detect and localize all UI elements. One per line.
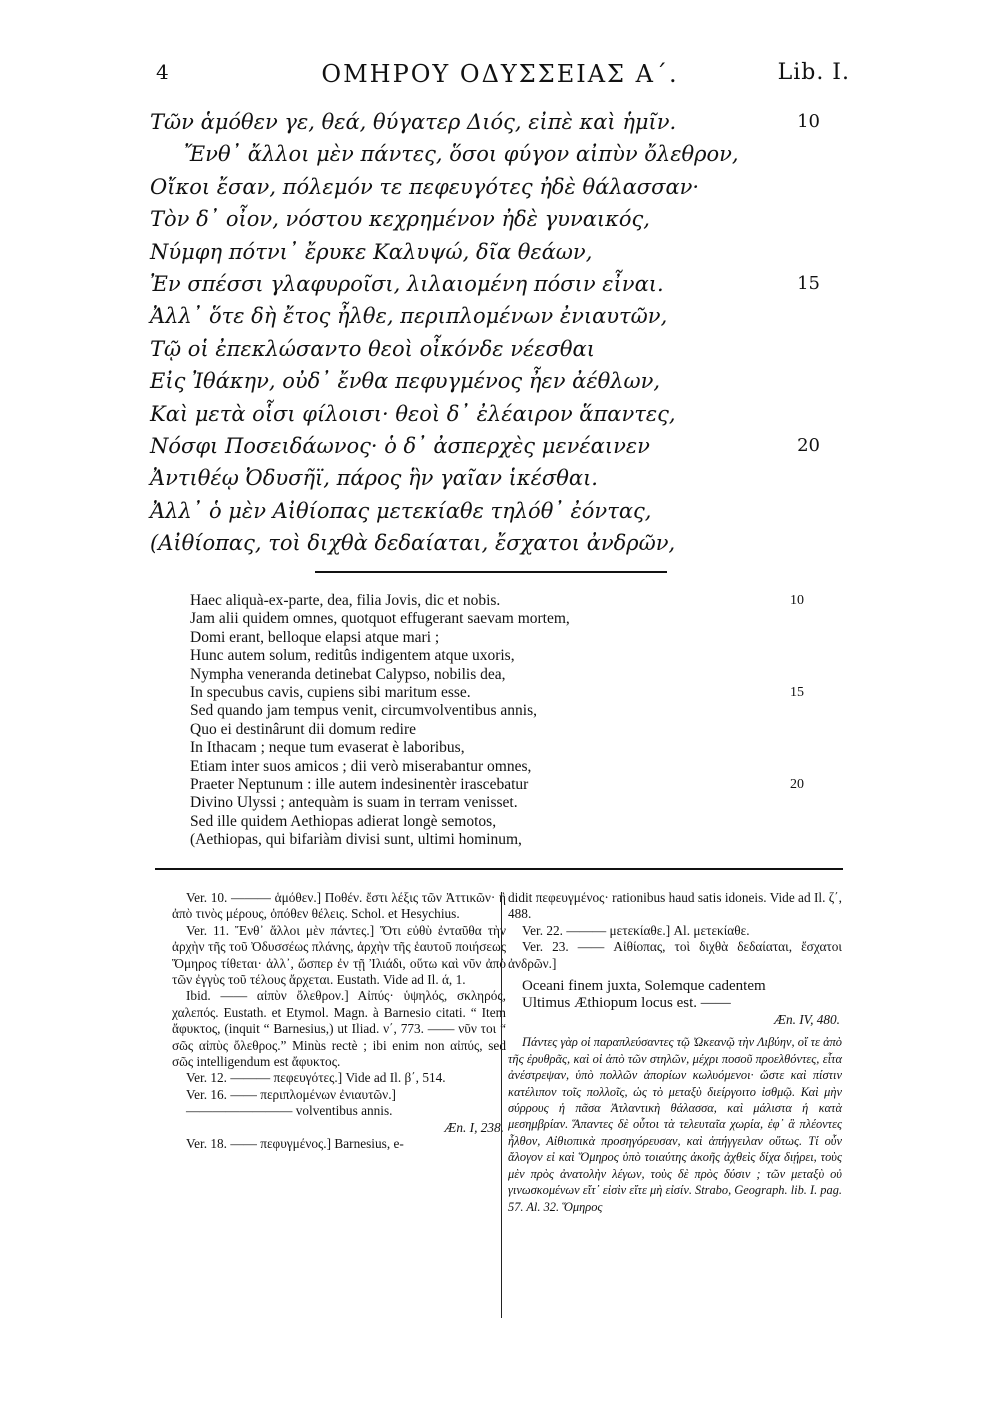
line-number: 10 (797, 111, 820, 132)
translation-line: (Aethiopas, qui bifariàm divisi sunt, ultimi hominum, (190, 831, 522, 849)
note: Ver. 23. —— Αἰθίοπας, τοὶ διχθὰ δεδαίαται, ἔσχατοι ἀνδρῶν.] (508, 939, 842, 971)
note: didit πεφευγμένος· rationibus haud satis idoneis. Vide ad Il. ζ΄, 488. (508, 890, 842, 922)
verse-line: Τῷ οἱ ἐπεκλώσαντο θεοὶ οἶκόνδε νέεσθαι (150, 336, 595, 361)
page-number: 4 (156, 60, 169, 84)
footnotes (160, 890, 848, 1330)
section-divider (315, 571, 667, 573)
quoted-verse: Oceani finem juxta, Solemque cadentem (522, 978, 766, 995)
translation-line: Haec aliquà-ex-parte, dea, filia Jovis, dic et nobis. 10 (190, 592, 804, 609)
verse-line: Τῶν ἁμόθεν γε, θεά, θύγατερ Διός, εἰπὲ καὶ ἡμῖν. 10 (150, 106, 850, 138)
notes-column-left (172, 890, 506, 1153)
note: Ver. 11. Ἔνθ᾽ ἄλλοι μὲν πάντες.] Ὅτι εὐθὺ ἐνταῦθα τὴν ἀρχὴν τῆς τοῦ Ὀδυσσέως πλάνης, ἀρχὴν τῆς ἑαυτοῦ ποιήσεως Ὅμηρος τίθεται· ἀλλ᾽, ὥσπερ ἐν τῇ Ἰλιάδι, οὕτω καὶ νῦν ἀπὸ τῶν ἐγγὺς τοῦ τέλους ἄρχεται. Eustath. Vide ad Il. ά, 1. (172, 922, 506, 988)
verse-line: Ἀλλ᾽ ὁ μὲν Αἰθίοπας μετεκίαθε τηλόθ᾽ ἐόντας, (150, 498, 652, 523)
verse-line: Νύμφη πότνι᾽ ἔρυκε Καλυψώ, δῖα θεάων, (150, 239, 593, 264)
note: Ver. 16. —— περιπλομένων ἐνιαυτῶν.] (186, 1086, 396, 1102)
latin-translation (190, 592, 830, 849)
translation-line: In specubus cavis, cupiens sibi maritum esse. 15 (190, 683, 804, 701)
note: ———————— volventibus annis. (186, 1103, 393, 1119)
note: Ver. 22. ——— μετεκίαθε.] Al. μετεκίαθε. (522, 922, 750, 938)
book-label: Lib. I. (777, 60, 850, 85)
line-number: 20 (790, 776, 804, 792)
citation: Æn. I, 238. (444, 1119, 504, 1135)
translation-line: Divino Ulyssi ; antequàm is suam in terram venisset. (190, 794, 518, 812)
note: Πάντες γὰρ οἱ παραπλεύσαντες τῷ Ὠκεανῷ τὴν Λιβύην, οἵ τε ἀπὸ τῆς ἐρυθρᾶς, καὶ οἱ ἀπὸ τῶν στηλῶν, μέχρι ποσοῦ προελθόντες, εἶτα ἀνέστρεψαν, ὑπὸ πολλῶν ἀπορίων κωλυόμενοι· ὥστε καὶ πίστιν κατέλιπον τοῖς πολλοῖς, ὡς τὸ μεταξὺ διείργοιτο ἰσθμῷ. Καὶ μὴν σύρρους ἡ πᾶσα Ἀτλαντικὴ θάλασσα, καὶ μάλιστα ἡ κατὰ μεσημβρίαν. Ἅπαντες δὲ οὗτοι τὰ τελευταῖα χωρία, ἐφ᾽ ἃ πλέοντες ἦλθον, Αἰθιοπικὰ προσηγόρευσαν, καὶ ἀπήγγειλαν οὕτως. Τί οὖν ἄλογον εἰ καὶ Ὅμηρος ὑπὸ τοιαύτης ἀκοῆς ἀχθεὶς δίχα διῄρει, τοὺς μὲν πρὸς ἀνατολὴν λέγων, τοὺς δὲ πρὸς δύσιν ; τῶν μεταξὺ οὐ γινωσκομένων εἴτ᾽ εἰσὶν εἴτε μὴ εἰσίν. Strabo, Geograph. lib. I. pag. 57. Al. 32. Ὅμηρος (508, 1035, 842, 1214)
column-rule (501, 892, 502, 1318)
page-header (150, 60, 850, 94)
verse-line: Τὸν δ᾽ οἶον, νόστου κεχρημένον ἠδὲ γυναικός, (150, 207, 650, 232)
translation-line: Hunc autem solum, reditûs indigentem atque uxoris, (190, 647, 515, 665)
verse-line: Καὶ μετὰ οἷσι φίλοισι· θεοὶ δ᾽ ἐλέαιρον ἅπαντες, (150, 401, 676, 426)
verse-line: Ἔνθ᾽ ἄλλοι μὲν πάντες, ὅσοι φύγον αἰπὺν ὄλεθρον, (184, 142, 739, 167)
translation-line: Sed ille quidem Aethiopas adierat longè semotos, (190, 812, 497, 830)
translation-line: Praeter Neptunum : ille autem indesinentèr irascebatur 20 (190, 775, 804, 793)
translation-line: Jam alii quidem omnes, quotquot effugerant saevam mortem, (190, 610, 570, 628)
note: Ver. 12. ——— πεφευγότες.] Vide ad Il. β΄, 514. (186, 1070, 446, 1086)
note: Ibid. —— αἰπὺν ὄλεθρον.] Αἰπύς· ὑψηλός, σκληρός, χαλεπός. Eustath. et Etymol. Magn. à Barnesio citati. “ Item ἄφυκτος, (inquit “ Barnesius,) ut Iliad. ν΄, 773. —— νῦν τοι “ σῶς αἰπὺς ὄλεθρος.” Minùs rectè ; ibi enim non αἰπύς, sed σῶς intelligendum est ἄφυκτος. (172, 988, 506, 1070)
verse-line: Ἀντιθέῳ Ὀδυσῆϊ, πάρος ἣν γαῖαν ἱκέσθαι. (150, 466, 598, 491)
notes-divider (155, 868, 843, 870)
translation-line: Nympha veneranda detinebat Calypso, nobilis dea, (190, 665, 506, 683)
verse-line: (Αἰθίοπας, τοὶ διχθὰ δεδαίαται, ἔσχατοι ἀνδρῶν, (150, 531, 676, 556)
line-number: 20 (797, 434, 820, 456)
translation-line: Sed quando jam tempus venit, circumvolventibus annis, (190, 702, 537, 720)
verse-line: Ἐν σπέσσι γλαφυροῖσι, λιλαιομένη πόσιν εἶναι. 15 (150, 268, 850, 300)
verse-line: Νόσφι Ποσειδάωνος· ὁ δ᾽ ἀσπερχὲς μενέαινεν 20 (150, 430, 850, 462)
line-number: 15 (797, 272, 820, 294)
citation: Æn. IV, 480. (774, 1012, 840, 1028)
running-title: ΟΜΗΡΟΥ ΟΔΥΣΣΕΙΑΣ Α΄. (321, 60, 679, 88)
note: Ver. 18. —— πεφυγμένος.] Barnesius, e- (186, 1136, 404, 1152)
verse-line: Ἀλλ᾽ ὅτε δὴ ἔτος ἦλθε, περιπλομένων ἐνιαυτῶν, (150, 304, 668, 329)
note: Ver. 10. ——— ἁμόθεν.] Ποθέν. ἔστι λέξις τῶν Ἀττικῶν· ἢ ἀπὸ τινὸς μέρους, ὁπόθεν θέλεις. Schol. et Hesychius. (172, 890, 506, 922)
greek-text (150, 106, 850, 559)
translation-line: Domi erant, belloque elapsi atque mari ; (190, 628, 440, 646)
line-number: 10 (790, 593, 804, 608)
translation-line: Etiam inter suos amicos ; dii verò miserabantur omnes, (190, 757, 532, 775)
verse-line: Οἴκοι ἔσαν, πόλεμόν τε πεφευγότες ἠδὲ θάλασσαν· (150, 174, 700, 199)
notes-column-right (508, 890, 842, 1215)
verse-line: Εἰς Ἰθάκην, οὐδ᾽ ἔνθα πεφυγμένος ἦεν ἀέθλων, (150, 369, 661, 394)
line-number: 15 (790, 684, 804, 700)
translation-line: In Ithacam ; neque tum evaserat è laboribus, (190, 739, 465, 757)
quoted-verse: Ultimus Æthiopum locus est. —— (522, 995, 731, 1012)
translation-line: Quo ei destinârunt dii domum redire (190, 720, 416, 738)
